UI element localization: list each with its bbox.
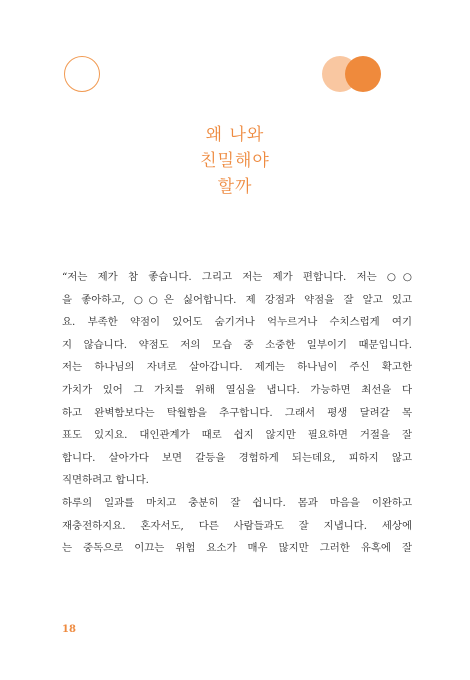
orange-circle-icon <box>345 56 381 92</box>
chapter-title-line: 친밀해야 <box>200 151 270 171</box>
body-line: 표도 있지요. 대인관계가 때로 쉽지 않지만 필요하면 거절을 잘 <box>62 429 412 442</box>
chapter-title <box>0 122 470 200</box>
body-line: 합니다. 살아가다 보면 갈등을 경험하게 되는데요, 피하지 않고 <box>62 451 412 464</box>
chapter-title-line: 왜 나와 <box>205 125 265 145</box>
body-line: 하고 완벽함보다는 탁월함을 추구합니다. 그래서 평생 달려갈 목 <box>62 406 412 419</box>
body-line: 지 않습니다. 약점도 저의 모습 중 소중한 일부이기 때문입니다. <box>62 338 412 351</box>
body-line: 저는 하나님의 자녀로 살아갑니다. 제게는 하나님이 주신 확고한 <box>62 361 412 374</box>
body-line: “저는 제가 참 좋습니다. 그리고 저는 제가 편합니다. 저는 ○○ <box>62 271 412 283</box>
body-line: 을 좋아하고, ○○은 싫어합니다. 제 강점과 약점을 잘 알고 있고 <box>62 293 412 306</box>
body-line: 가치가 있어 그 가치를 위해 열심을 냅니다. 가능하면 최선을 다 <box>62 383 412 396</box>
body-line: 직면하려고 합니다. <box>62 474 149 487</box>
body-line: 재충전하지요. 혼자서도, 다른 사람들과도 잘 지냅니다. 세상에 <box>62 519 412 532</box>
body-line: 는 중독으로 이끄는 위험 요소가 매우 많지만 그러한 유혹에 잘 <box>62 542 412 555</box>
body-line: 요. 부족한 약점이 있어도 숨기거나 억누르거나 수치스럽게 여기 <box>62 316 412 329</box>
body-line: 하루의 일과를 마치고 충분히 잘 쉽니다. 몸과 마음을 이완하고 <box>62 496 412 509</box>
outline-circle-icon <box>64 56 100 92</box>
chapter-title-line: 할까 <box>217 177 253 197</box>
page-number: 18 <box>62 624 76 635</box>
body-paragraphs <box>62 266 412 560</box>
